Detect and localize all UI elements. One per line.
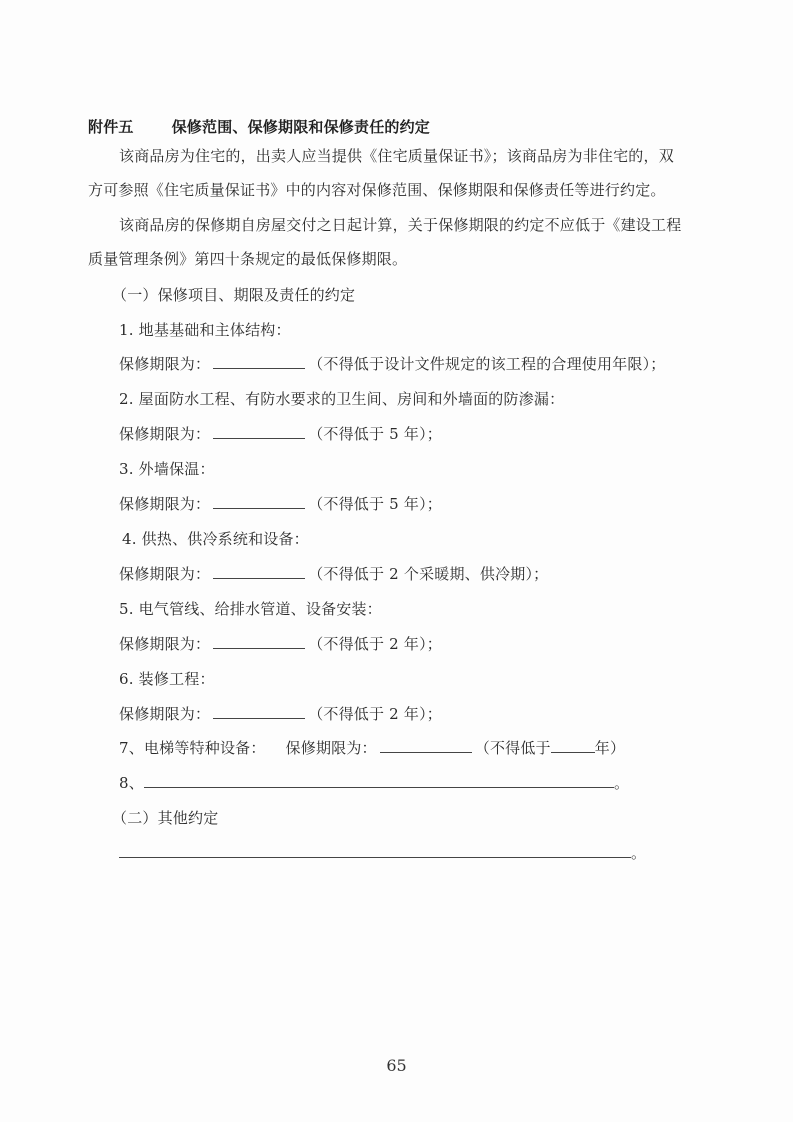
- line-end: 。: [613, 774, 630, 792]
- minimum-years-blank[interactable]: [551, 738, 595, 753]
- other-agreement-row: [119, 843, 646, 863]
- paragraph-line: 方可参照《住宅质量保证书》中的内容对保修范围、保修期限和保修责任等进行约定。: [88, 181, 666, 199]
- warranty-label: 保修期限为：: [119, 355, 211, 373]
- warranty-label: 保修期限为：: [119, 425, 211, 443]
- item-title: 2. 屋面防水工程、有防水要求的卫生间、房间和外墙面的防渗漏：: [119, 390, 565, 408]
- warranty-note: （不得低于 2 年）；: [308, 635, 442, 653]
- warranty-label: 保修期限为：: [119, 635, 211, 653]
- warranty-row-elevator: [119, 738, 625, 758]
- line-end: 。: [631, 844, 647, 862]
- annex-label: 附件五: [88, 118, 134, 136]
- annex-heading: 保修范围、保修期限和保修责任的约定: [171, 118, 431, 136]
- warranty-row: [119, 494, 442, 514]
- warranty-note: （不得低于 5 年）；: [308, 495, 442, 513]
- warranty-label: 保修期限为：: [285, 739, 377, 757]
- warranty-label: 保修期限为：: [119, 565, 211, 583]
- annex-title: [88, 117, 430, 137]
- warranty-period-blank[interactable]: [213, 354, 305, 369]
- warranty-period-blank[interactable]: [213, 564, 305, 579]
- warranty-period-blank[interactable]: [213, 704, 305, 719]
- warranty-note: （不得低于 2 个采暖期、供冷期）；: [308, 565, 549, 583]
- warranty-row: [119, 704, 442, 724]
- item-title: 7、电梯等特种设备：: [119, 739, 266, 757]
- paragraph-line: 该商品房为住宅的，出卖人应当提供《住宅质量保证书》；该商品房为非住宅的，双: [119, 147, 674, 165]
- warranty-row: [119, 564, 548, 584]
- section-heading: （一）保修项目、期限及责任的约定: [112, 286, 356, 304]
- warranty-note: （不得低于 5 年）；: [308, 425, 442, 443]
- warranty-row: [119, 424, 442, 444]
- warranty-note-prefix: （不得低于: [474, 739, 551, 757]
- item-title: 1. 地基基础和主体结构：: [119, 321, 291, 339]
- page-number: 65: [386, 1056, 407, 1075]
- warranty-row: [119, 634, 442, 654]
- item-title: 5. 电气管线、给排水管道、设备安装：: [119, 600, 382, 618]
- warranty-row: [119, 354, 666, 374]
- warranty-period-blank[interactable]: [380, 738, 472, 753]
- warranty-note: （不得低于设计文件规定的该工程的合理使用年限）；: [308, 355, 666, 373]
- warranty-label: 保修期限为：: [119, 705, 211, 723]
- item-number: 8、: [119, 774, 144, 792]
- other-agreement-blank[interactable]: [119, 843, 631, 858]
- item-eight-row: [119, 773, 629, 793]
- item-title: 4. 供热、供冷系统和设备：: [122, 530, 309, 548]
- paragraph-line: 质量管理条例》第四十条规定的最低保修期限。: [88, 250, 408, 268]
- warranty-period-blank[interactable]: [213, 494, 305, 509]
- warranty-note: （不得低于 2 年）；: [308, 705, 442, 723]
- paragraph-line: 该商品房的保修期自房屋交付之日起计算，关于保修期限的约定不应低于《建设工程: [119, 216, 682, 234]
- warranty-label: 保修期限为：: [119, 495, 211, 513]
- section-heading: （二）其他约定: [112, 809, 219, 827]
- warranty-period-blank[interactable]: [213, 424, 305, 439]
- warranty-period-blank[interactable]: [213, 634, 305, 649]
- item-title: 3. 外墙保温：: [119, 460, 215, 478]
- warranty-note-suffix: 年）: [594, 739, 626, 757]
- item-eight-blank[interactable]: [144, 773, 614, 788]
- item-title: 6. 装修工程：: [119, 670, 215, 688]
